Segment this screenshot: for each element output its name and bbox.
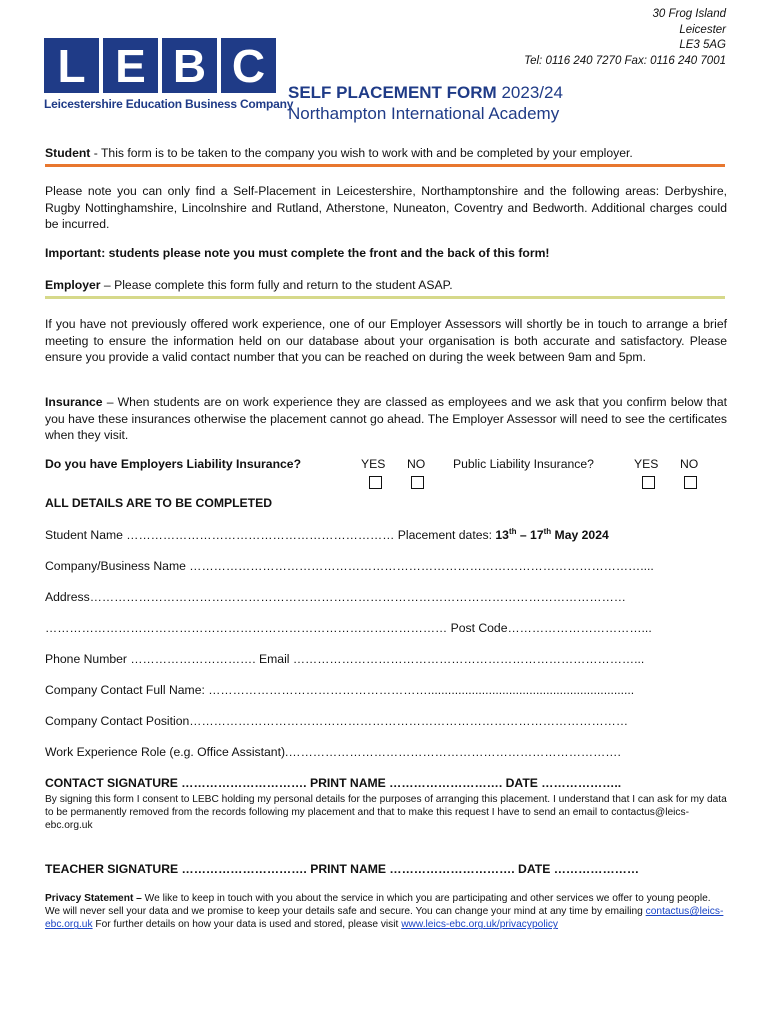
privacy-statement (45, 892, 727, 932)
privacy-label: Privacy Statement – (45, 893, 142, 904)
logo-letter: C (221, 38, 276, 93)
form-title-main: SELF PLACEMENT FORM (288, 83, 497, 102)
address-line: LE3 5AG (679, 39, 726, 51)
school-name: Northampton International Academy (288, 104, 560, 123)
public-no-label: NO (680, 457, 699, 471)
contact-signature-line[interactable]: CONTACT SIGNATURE …………………………. PRINT NAME ………………………. DATE ……………….. (45, 776, 622, 790)
employers-yes-checkbox[interactable] (369, 476, 382, 489)
important-note: Important: students please note you must complete the front and the back of this form! (45, 246, 550, 260)
address-phone: Tel: 0116 240 7270 Fax: 0116 240 7001 (524, 54, 726, 67)
public-yes-label: YES (634, 457, 659, 471)
employer-note-text: – Please complete this form fully and return to the student ASAP. (100, 278, 453, 292)
employer-note (45, 277, 727, 294)
phone-email-field[interactable]: Phone Number …………………………. Email …………………………………………………………………………... (45, 652, 645, 666)
logo-letter: B (162, 38, 217, 93)
privacy-text-2: For further details on how your data is used and stored, please visit (92, 919, 402, 931)
contact-position-field[interactable]: Company Contact Position……………………………………………………………………………………………… (45, 714, 629, 728)
public-no-checkbox[interactable] (684, 476, 697, 489)
logo-letter: E (103, 38, 158, 93)
privacy-email-link[interactable]: contactus@leics-ebc.org.uk (45, 906, 724, 931)
logo-letter: L (44, 38, 99, 93)
insurance-note (45, 394, 727, 444)
student-label: Student (45, 146, 91, 160)
employers-no-label: NO (407, 457, 426, 471)
insurance-label: Insurance (45, 395, 103, 409)
address-line: Leicester (679, 23, 726, 36)
assessor-note: If you have not previously offered work experience, one of our Employer Assessors will shortly be in touch to arrange a brief meeting to ensure the information held on our database about your organisation is both accurate and satisfactory. Please ensure you provide a valid contact number that you can be reached on during the week between 9am and 5pm. (45, 317, 727, 364)
employers-yes-label: YES (361, 457, 386, 471)
public-liability-question: Public Liability Insurance? (453, 457, 594, 471)
student-note-text: - This form is to be taken to the company you wish to work with and be completed by your employer. (90, 146, 633, 160)
teacher-signature-line[interactable]: TEACHER SIGNATURE …………………………. PRINT NAME …………………………. DATE ………………… (45, 862, 640, 876)
privacy-text-1: We like to keep in touch with you about the service in which you are participating and other services we offer to young people. We will never sell your data and we promise to keep your details safe and secure. You can change your mind at any time by emailing (45, 893, 711, 918)
orange-divider (45, 164, 725, 167)
green-divider (45, 296, 725, 299)
all-details-heading: ALL DETAILS ARE TO BE COMPLETED (45, 496, 273, 510)
public-yes-checkbox[interactable] (642, 476, 655, 489)
logo-text: Leicestershire Education Business Company (44, 97, 294, 111)
address-field[interactable]: Address…………………………………………………………………………………………………………………… (45, 590, 626, 604)
placement-dates: 13th – 17th May 2024 (495, 527, 609, 543)
employers-liability-question: Do you have Employers Liability Insurance? (45, 457, 302, 471)
lebc-logo (44, 38, 294, 111)
contact-name-field[interactable]: Company Contact Full Name: ………………………………………………............................................................. (45, 683, 635, 697)
insurance-note-text: – When students are on work experience they are classed as employees and we ask that you confirm below that you have these insurances otherwise the placement cannot go ahead. The Employer Assessor will need to see the certificates when they visit. (45, 395, 727, 442)
employers-no-checkbox[interactable] (411, 476, 424, 489)
work-role-field[interactable]: Work Experience Role (e.g. Office Assistant).………………………………………………………………………. (45, 745, 621, 759)
student-name-field[interactable] (45, 527, 609, 542)
consent-text: By signing this form I consent to LEBC holding my personal details for the purposes of arranging this placement. I understand that I can ask for my data to be permanently removed from the records following my placement and that to make this request I have to send an email to contactus@leics-ebc.org.uk (45, 794, 727, 832)
company-name-field[interactable]: Company/Business Name ………………………………………………………………………………………………….... (45, 559, 654, 573)
student-note (45, 145, 727, 162)
student-name-label: Student Name ………………………………………………………… Placement dates: (45, 528, 496, 543)
address-block (524, 7, 726, 69)
address-postcode-field[interactable]: ……………………………………………………………………………………… Post Code……………………………... (45, 621, 652, 635)
form-title-year: 2023/24 (501, 83, 563, 102)
form-title (288, 83, 563, 103)
areas-note: Please note you can only find a Self-Placement in Leicestershire, Northamptonshire and the following areas: Derbyshire, Rugby Nottinghamshire, Lincolnshire and Rutland, Atherstone, Nuneaton, Coventry and Bedworth. Additional charges could be incurred. (45, 184, 727, 231)
privacy-policy-link[interactable]: www.leics-ebc.org.uk/privacypolicy (401, 919, 559, 931)
employer-label: Employer (45, 278, 101, 292)
address-line: 30 Frog Island (652, 8, 726, 20)
